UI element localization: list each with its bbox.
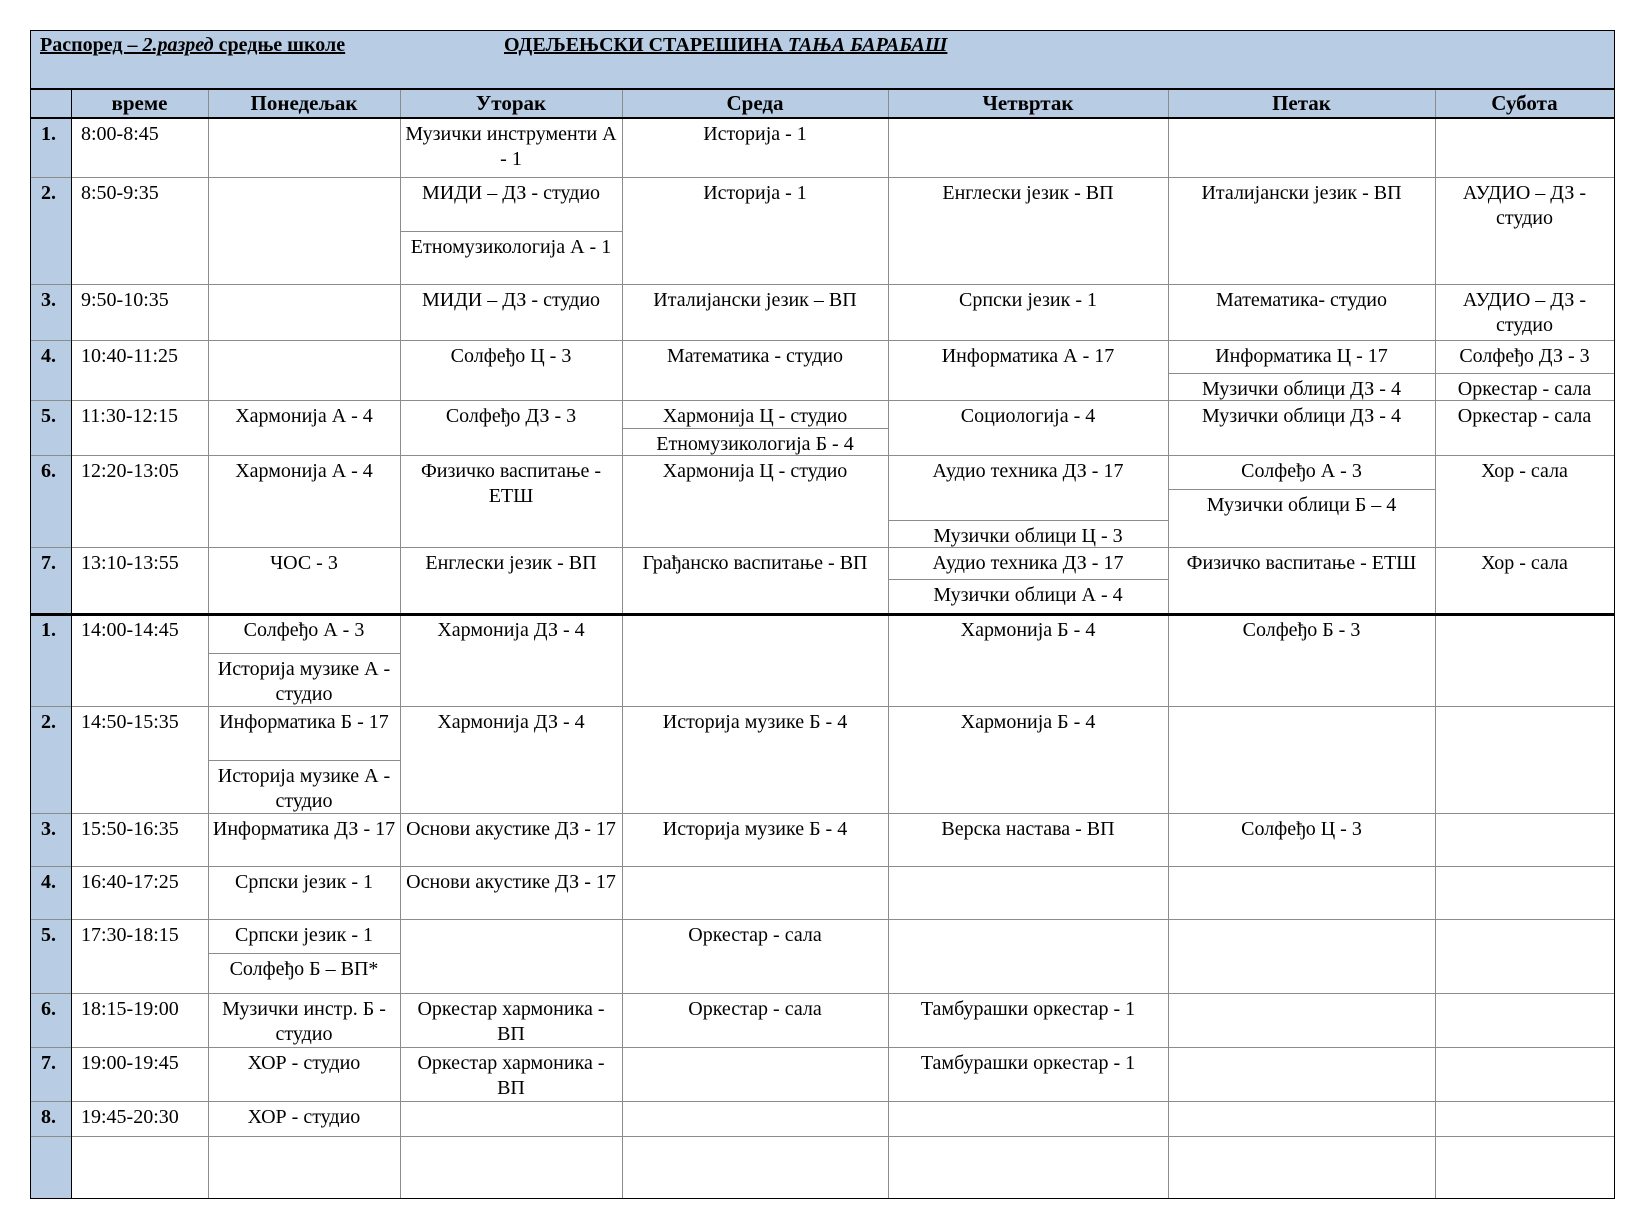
row-line [30,284,1614,285]
lesson-entry: Историја - 1 [703,123,807,145]
header-top-rule [30,88,1614,90]
lesson-entry: Основи акустике ДЗ - 17 [406,818,616,840]
period-number [30,1136,71,1198]
schedule-title-grade: 2.разред [142,34,214,56]
row-line [30,547,1614,548]
schedule-title-text: Распоред – [40,34,143,56]
period-number: 2. [41,711,56,733]
row-line [30,455,1614,456]
lesson-entry: Историја музике Б - 4 [662,818,848,840]
period-number: 4. [41,871,56,893]
lesson-entry: Тамбурашки оркестар - 1 [920,1052,1136,1074]
row-line [30,1101,1614,1102]
lesson-entry: Музички облици ДЗ - 4 [1202,378,1401,400]
lesson-entry: Информатика А - 17 [941,345,1115,367]
period-time: 18:15-19:00 [81,998,179,1020]
lesson-entry: Историја музике Б - 4 [662,711,848,733]
lesson-entry: Физичко васпитање - ЕТШ [1186,552,1417,574]
period-number: 1. [41,123,56,145]
lesson-entry: Енглески језик - ВП [942,182,1114,204]
period-number: 7. [41,1052,56,1074]
lesson-entry: Хармонија ДЗ - 4 [437,711,585,733]
lesson-entry: Солфеђо Ц - 3 [1241,818,1362,840]
lesson-entry: Информатика ДЗ - 17 [212,818,396,840]
row-line [30,340,1614,341]
lesson-entry: ЧОС - 3 [270,552,338,574]
period-number: 7. [41,552,56,574]
frame-right [1614,30,1615,1198]
lesson-entry: Музички облици Б – 4 [1206,494,1397,516]
cell-split-line [400,231,622,232]
cell-split-line [622,428,888,429]
cell-split-line [208,653,400,654]
period-time: 12:20-13:05 [81,460,179,482]
column-line [622,88,623,1198]
header-time: време [111,91,168,115]
lesson-entry: Италијански језик – ВП [653,289,857,311]
lesson-entry: ХОР - студио [247,1106,361,1128]
lesson-entry: Хор - сала [1481,552,1568,574]
column-line [208,88,209,1198]
lesson-entry: Математика- студио [1215,289,1387,311]
period-time: 10:40-11:25 [81,345,179,367]
lesson-entry: Солфеђо ДЗ - 3 [445,405,577,427]
period-number: 6. [41,998,56,1020]
lesson-entry: Историја - 1 [703,182,807,204]
lesson-entry: Основи акустике ДЗ - 17 [406,871,616,893]
lesson-entry: ХОР - студио [247,1052,361,1074]
lesson-entry: Верска настава - ВП [941,818,1115,840]
lesson-entry: Солфеђо А - 3 [1241,460,1362,482]
cell-split-line [888,579,1168,580]
lesson-entry: Солфеђо ДЗ - 3 [1459,345,1590,367]
row-line [30,813,1614,814]
period-time: 15:50-16:35 [81,818,179,840]
lesson-entry: Аудио техника ДЗ - 17 [932,460,1124,482]
lesson-entry: Оркестар - сала [688,924,822,946]
column-line [71,88,72,1198]
header-thursday: Четвртак [982,91,1074,115]
row-line [30,706,1614,707]
lesson-entry: Информатика Б - 17 [219,711,389,733]
lesson-entry: Српски језик - 1 [959,289,1097,311]
row-line [30,866,1614,867]
row-line [30,993,1614,994]
column-line [888,88,889,1198]
period-number: 2. [41,182,56,204]
lesson-entry: Физичко васпитање - ЕТШ [420,460,602,507]
frame-bottom [30,1198,1615,1199]
frame-top [30,30,1614,31]
period-time: 14:50-15:35 [81,711,179,733]
lesson-entry: Етномузикологија А - 1 [410,236,612,258]
lesson-entry: Информатика Ц - 17 [1215,345,1388,367]
row-line [30,1047,1614,1048]
column-line [400,88,401,1198]
period-time: 11:30-12:15 [81,405,179,427]
period-number: 3. [41,818,56,840]
column-line [1168,88,1169,1198]
lesson-entry: Солфеђо А - 3 [243,619,365,641]
lesson-entry: Музички инструменти А - 1 [405,123,617,170]
cell-split-line [208,760,400,761]
class-teacher-title [504,32,947,58]
cell-split-line [888,520,1168,521]
lesson-entry: Хармонија Ц - студио [662,460,848,482]
class-teacher-label: ОДЕЉЕЊСКИ СТАРЕШИНА [504,34,788,56]
lesson-entry: Хармонија Б - 4 [960,619,1096,641]
period-number: 5. [41,924,56,946]
lesson-entry: Оркестар - сала [1457,405,1592,427]
lesson-entry: Тамбурашки оркестар - 1 [920,998,1136,1020]
lesson-entry: Музички инстр. Б - студио [222,998,386,1045]
period-time [71,1136,208,1198]
period-number: 1. [41,619,56,641]
cell-split-line [1168,373,1435,374]
lesson-entry: Социологија - 4 [960,405,1096,427]
row-line [30,1136,1614,1137]
header-saturday: Субота [1491,91,1558,115]
period-number: 5. [41,405,56,427]
lesson-entry: МИДИ – ДЗ - студио [421,182,601,204]
header-bottom-rule [30,117,1614,119]
lesson-entry: Оркестар - сала [1457,378,1592,400]
lesson-entry: МИДИ – ДЗ - студио [421,289,601,311]
lesson-entry: Математика - студио [666,345,843,367]
period-time: 19:45-20:30 [81,1106,179,1128]
lesson-entry: Грађанско васпитање - ВП [642,552,868,574]
cell-split-line [1435,373,1614,374]
period-number: 4. [41,345,56,367]
lesson-entry: Хармонија А - 4 [235,405,373,427]
row-line [30,919,1614,920]
lesson-entry: Хармонија ДЗ - 4 [437,619,585,641]
lesson-entry: Оркестар хармоника - ВП [417,998,605,1045]
lesson-entry: Историја музике А - студио [217,658,391,705]
period-number: 6. [41,460,56,482]
lesson-entry: Етномузикологија Б - 4 [656,433,854,455]
lesson-entry: Енглески језик - ВП [425,552,597,574]
period-time: 17:30-18:15 [81,924,179,946]
header-friday: Петак [1272,91,1331,115]
lesson-entry: Српски језик - 1 [235,924,373,946]
lesson-entry: АУДИО – ДЗ - студио [1462,182,1587,229]
period-time: 19:00-19:45 [81,1052,179,1074]
lesson-entry: Оркестар хармоника - ВП [417,1052,605,1099]
header-monday: Понедељак [250,91,358,115]
lesson-entry: Хор - сала [1481,460,1568,482]
cell-split-line [208,953,400,954]
lesson-entry: Историја музике А - студио [217,765,391,812]
header-wednesday: Среда [726,91,784,115]
period-time: 14:00-14:45 [81,619,179,641]
row-line [30,400,1614,401]
lesson-entry: Солфеђо Б - 3 [1242,619,1361,641]
cell-split-line [1168,489,1435,490]
period-time: 9:50-10:35 [81,289,169,311]
period-time: 13:10-13:55 [81,552,179,574]
schedule-title [40,32,345,58]
period-number: 3. [41,289,56,311]
period-time: 8:00-8:45 [81,123,159,145]
lesson-entry: Солфеђо Б – ВП* [229,958,379,980]
schedule-title-school: средње школе [213,34,346,56]
lesson-entry: Музички облици А - 4 [933,584,1123,606]
period-time: 16:40-17:25 [81,871,179,893]
shift-divider [30,613,1614,616]
header-tuesday: Уторак [475,91,547,115]
lesson-entry: Италијански језик - ВП [1201,182,1402,204]
column-line [1435,88,1436,1198]
period-number: 8. [41,1106,56,1128]
lesson-entry: Аудио техника ДЗ - 17 [932,552,1124,574]
lesson-entry: Оркестар - сала [688,998,822,1020]
period-time: 8:50-9:35 [81,182,159,204]
lesson-entry: Музички облици Ц - 3 [933,525,1123,547]
row-line [30,177,1614,178]
lesson-entry: Хармонија А - 4 [235,460,373,482]
lesson-entry: Солфеђо Ц - 3 [450,345,572,367]
lesson-entry: Хармонија Ц - студио [662,405,848,427]
lesson-entry: Музички облици ДЗ - 4 [1202,405,1401,427]
lesson-entry: АУДИО – ДЗ - студио [1462,289,1587,336]
class-teacher-name: ТАЊА БАРАБАШ [787,34,948,56]
lesson-entry: Српски језик - 1 [235,871,373,893]
lesson-entry: Хармонија Б - 4 [960,711,1096,733]
